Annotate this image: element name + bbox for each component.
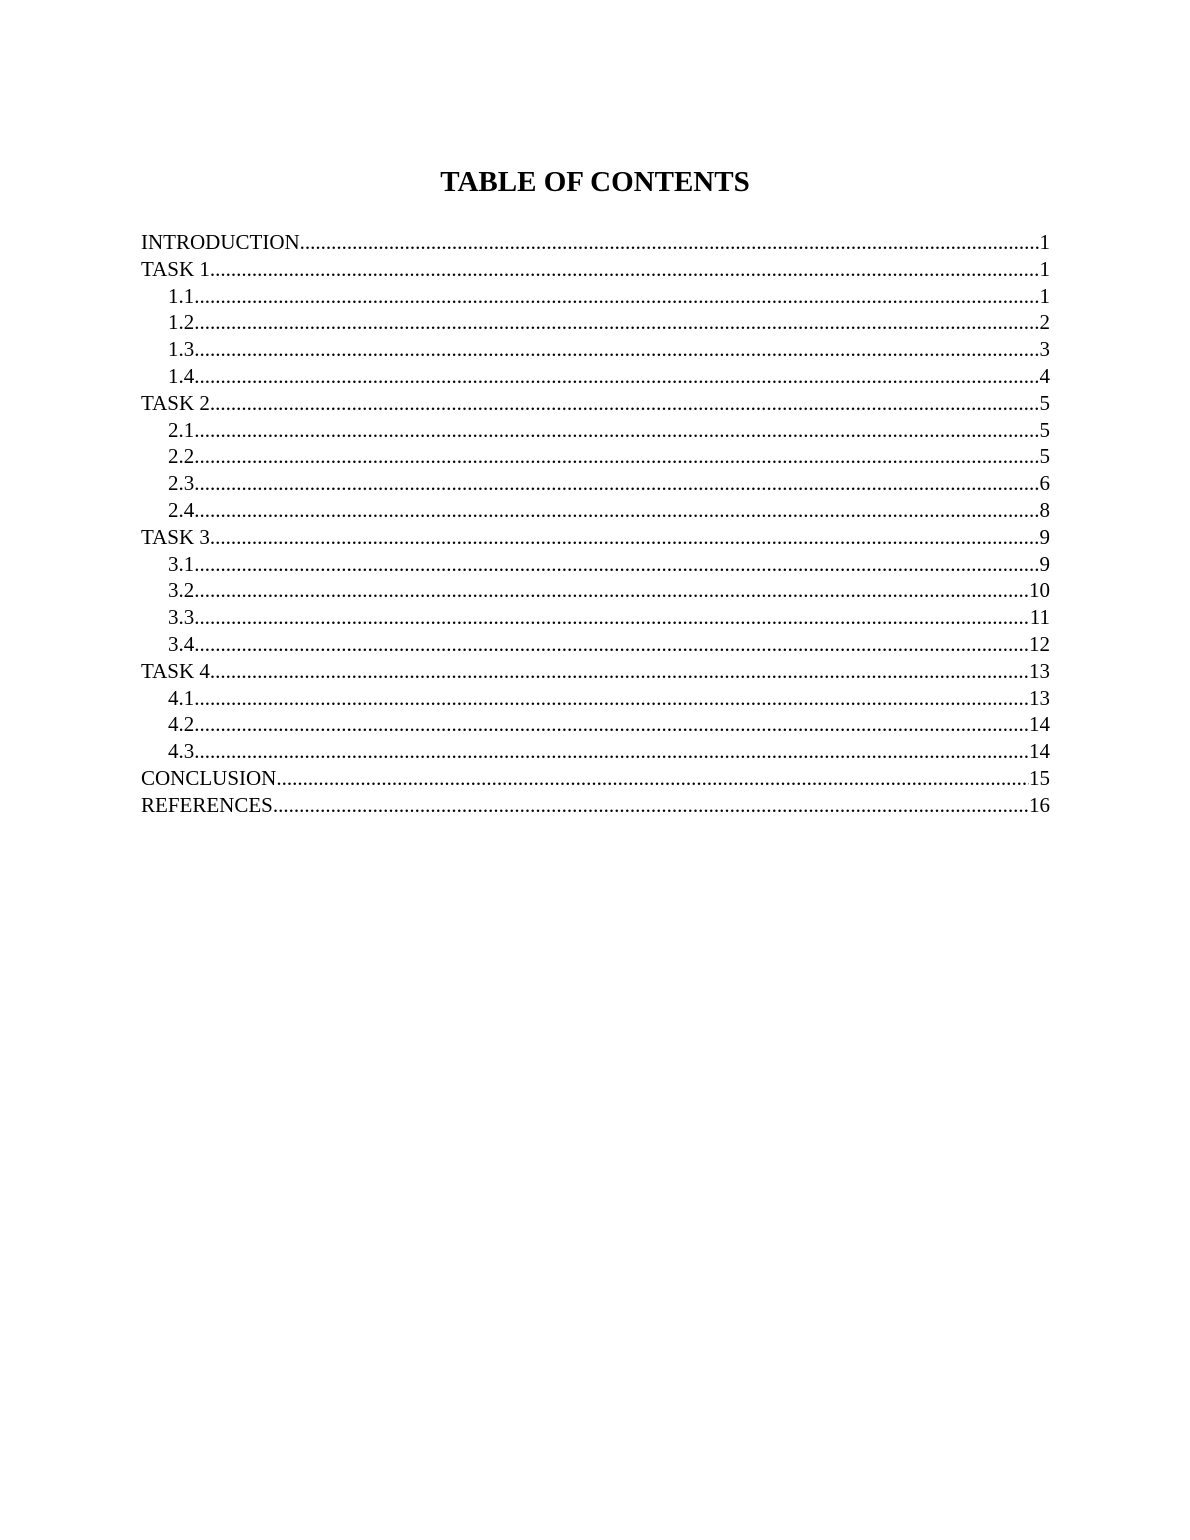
toc-dot-leader <box>194 470 1039 497</box>
toc-entry[interactable] <box>141 685 1050 712</box>
toc-entry-page-number: 9 <box>1039 551 1050 576</box>
toc-entry-label: 4.1 <box>168 685 195 710</box>
toc-entry-label: TASK 3 <box>141 524 210 549</box>
toc-entry-label: 1.4 <box>168 363 195 388</box>
toc-dot-leader <box>194 283 1039 310</box>
toc-entry-label: TASK 2 <box>141 390 210 415</box>
toc-dot-leader <box>210 390 1040 417</box>
toc-entry-page-number: 1 <box>1039 230 1050 254</box>
toc-dot-leader <box>194 336 1039 363</box>
toc-dot-leader <box>194 417 1039 444</box>
toc-entry-label: 3.4 <box>168 631 195 656</box>
toc-dot-leader <box>194 738 1029 765</box>
toc-entry[interactable] <box>141 711 1050 738</box>
toc-entry[interactable] <box>141 229 1050 256</box>
toc-entry-page-number: 13 <box>1029 658 1050 683</box>
toc-dot-leader <box>194 497 1039 524</box>
toc-entry[interactable] <box>141 497 1050 524</box>
toc-dot-leader <box>194 577 1029 604</box>
toc-entry-label: REFERENCES <box>141 792 273 817</box>
toc-entry[interactable] <box>141 390 1050 417</box>
toc-entry[interactable] <box>141 363 1050 390</box>
toc-dot-leader <box>194 604 1030 631</box>
toc-entry-page-number: 15 <box>1029 765 1050 790</box>
toc-entry[interactable] <box>141 551 1050 578</box>
toc-entry-label: 3.3 <box>168 605 195 630</box>
toc-entry[interactable] <box>141 792 1050 819</box>
toc-dot-leader <box>210 524 1040 551</box>
toc-entry-label: 2.2 <box>168 444 195 469</box>
toc-entry-label: 2.4 <box>168 497 195 522</box>
toc-dot-leader <box>194 631 1029 658</box>
toc-entry-label: 1.1 <box>168 283 195 308</box>
toc-entry-page-number: 14 <box>1029 739 1050 764</box>
toc-entry-label: TASK 1 <box>141 256 210 281</box>
toc-entry-label: TASK 4 <box>141 658 210 683</box>
toc-entry-label: 4.3 <box>168 739 195 764</box>
toc-entry-page-number: 8 <box>1039 497 1050 522</box>
toc-entry[interactable] <box>141 577 1050 604</box>
toc-list <box>141 229 1050 819</box>
toc-entry-page-number: 5 <box>1039 444 1050 469</box>
toc-entry-label: 3.2 <box>168 578 195 603</box>
toc-entry[interactable] <box>141 256 1050 283</box>
toc-entry[interactable] <box>141 283 1050 310</box>
toc-entry-page-number: 12 <box>1029 631 1050 656</box>
toc-entry-page-number: 16 <box>1029 792 1050 817</box>
toc-entry[interactable] <box>141 417 1050 444</box>
toc-entry-label: 2.1 <box>168 417 195 442</box>
toc-dot-leader <box>276 765 1029 792</box>
toc-entry-page-number: 1 <box>1039 256 1050 281</box>
toc-entry[interactable] <box>141 524 1050 551</box>
toc-dot-leader <box>194 363 1039 390</box>
toc-entry-label: CONCLUSION <box>141 765 277 790</box>
toc-entry[interactable] <box>141 336 1050 363</box>
toc-entry-page-number: 4 <box>1039 363 1050 388</box>
toc-dot-leader <box>194 711 1029 738</box>
toc-title: TABLE OF CONTENTS <box>440 166 750 198</box>
toc-entry-label: 1.3 <box>168 337 195 362</box>
toc-dot-leader <box>300 229 1040 256</box>
toc-entry[interactable] <box>141 765 1050 792</box>
toc-dot-leader <box>210 256 1040 283</box>
toc-entry-page-number: 6 <box>1039 471 1050 496</box>
toc-entry[interactable] <box>141 631 1050 658</box>
toc-entry[interactable] <box>141 738 1050 765</box>
toc-entry-page-number: 5 <box>1039 417 1050 442</box>
toc-entry[interactable] <box>141 470 1050 497</box>
toc-entry[interactable] <box>141 443 1050 470</box>
toc-entry-page-number: 14 <box>1029 712 1050 737</box>
toc-entry-page-number: 10 <box>1029 578 1050 603</box>
toc-entry-label: 1.2 <box>168 310 195 335</box>
toc-entry[interactable] <box>141 658 1050 685</box>
toc-entry-page-number: 9 <box>1039 524 1050 549</box>
toc-entry-page-number: 2 <box>1039 310 1050 335</box>
toc-entry-page-number: 13 <box>1029 685 1050 710</box>
toc-entry-page-number: 1 <box>1039 283 1050 308</box>
toc-dot-leader <box>194 685 1029 712</box>
toc-entry-label: 2.3 <box>168 471 195 496</box>
toc-dot-leader <box>210 658 1029 685</box>
toc-dot-leader <box>194 551 1039 578</box>
toc-entry-page-number: 3 <box>1039 337 1050 362</box>
toc-entry-label: INTRODUCTION <box>141 230 300 254</box>
toc-entry-label: 3.1 <box>168 551 195 576</box>
toc-entry[interactable] <box>141 309 1050 336</box>
toc-entry-page-number: 5 <box>1039 390 1050 415</box>
toc-dot-leader <box>273 792 1029 819</box>
toc-entry-page-number: 11 <box>1029 605 1050 630</box>
toc-entry[interactable] <box>141 604 1050 631</box>
toc-dot-leader <box>194 443 1039 470</box>
toc-dot-leader <box>194 309 1039 336</box>
toc-entry-label: 4.2 <box>168 712 195 737</box>
